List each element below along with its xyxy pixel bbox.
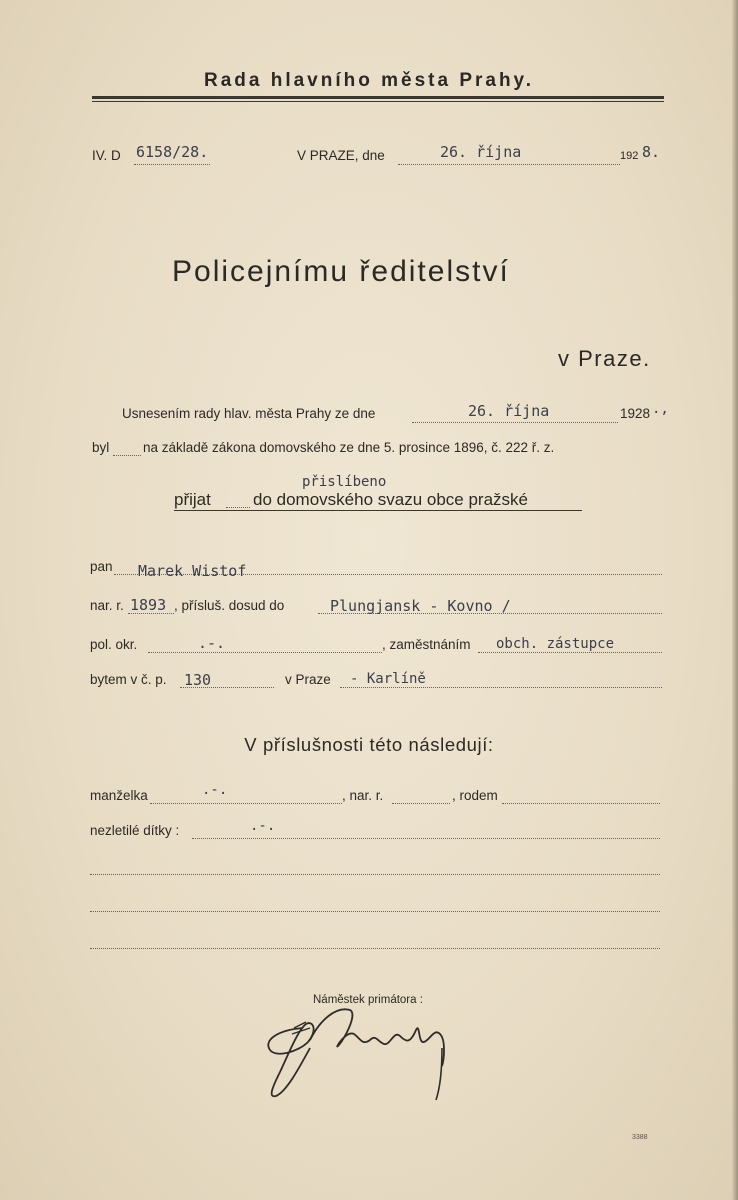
wife-line bbox=[150, 803, 342, 804]
council-title: Rada hlavního města Prahy. bbox=[203, 70, 534, 91]
form-number: 3388 bbox=[632, 1134, 648, 1141]
paper-edge bbox=[732, 0, 738, 1200]
birth-label: nar. r. bbox=[90, 598, 124, 613]
dependents-heading: V příslušnosti této následují: bbox=[244, 734, 494, 755]
header-rule-thick bbox=[92, 96, 664, 99]
union-underline bbox=[174, 510, 582, 511]
signature-mark bbox=[258, 1000, 468, 1110]
wife-label: manželka bbox=[90, 788, 148, 803]
district-line bbox=[148, 652, 382, 653]
wife-birth-label: , nar. r. bbox=[342, 788, 384, 803]
reference-prefix: IV. D bbox=[92, 148, 121, 163]
district-value: .-. bbox=[198, 634, 226, 652]
person-name: Marek Wistof bbox=[138, 562, 247, 580]
resolution-year: 1928 bbox=[620, 406, 651, 421]
belonging-value: Plungjansk - Kovno / bbox=[330, 597, 511, 615]
pan-label: pan bbox=[90, 559, 113, 574]
place-label: V PRAZE, dne bbox=[297, 148, 385, 163]
reference-number: 6158/28. bbox=[136, 143, 209, 161]
occupation-line bbox=[478, 652, 662, 653]
occupation-label: , zaměstnáním bbox=[382, 637, 471, 652]
law-text: na základě zákona domovského ze dne 5. prosince 1896, č. 222 ř. z. bbox=[143, 440, 555, 455]
addressee-title: Policejnímu ředitelství bbox=[172, 255, 510, 288]
children-value: .-. bbox=[250, 818, 276, 834]
blank-line-1 bbox=[90, 874, 660, 875]
resolution-year-end: ., bbox=[652, 401, 669, 417]
birth-year: 1893 bbox=[130, 596, 167, 614]
wife-value: .-. bbox=[202, 782, 228, 798]
residence-city-line bbox=[340, 687, 662, 688]
residence-label: bytem v č. p. bbox=[90, 672, 167, 687]
occupation-value: obch. zástupce bbox=[496, 636, 615, 652]
residence-number: 130 bbox=[184, 671, 212, 689]
year-prefix: 192 bbox=[620, 150, 639, 162]
accepted-line bbox=[226, 507, 250, 508]
signature-label: Náměstek primátora : bbox=[313, 994, 423, 1006]
wife-origin-label: , rodem bbox=[452, 788, 498, 803]
blank-line-3 bbox=[90, 948, 660, 949]
resolution-date-line bbox=[412, 422, 618, 423]
district-label: pol. okr. bbox=[90, 637, 138, 652]
resolution-date: 26. října bbox=[468, 402, 550, 420]
children-label: nezletilé dítky : bbox=[90, 823, 180, 838]
wife-birth-line bbox=[392, 803, 450, 804]
reference-number-line bbox=[134, 164, 210, 165]
resolution-text: Usnesením rady hlav. města Prahy ze dne bbox=[122, 406, 376, 421]
byl-line bbox=[113, 455, 141, 456]
residence-city-value: - Karlíně bbox=[350, 671, 426, 687]
union-text: do domovského svazu obce pražské bbox=[253, 490, 528, 509]
date-line bbox=[398, 164, 620, 165]
blank-line-2 bbox=[90, 911, 660, 912]
year-suffix: 8. bbox=[642, 143, 661, 161]
byl-label: byl bbox=[92, 440, 110, 455]
wife-origin-line bbox=[502, 803, 660, 804]
belonging-label: , přísluš. dosud do bbox=[174, 598, 285, 613]
handwritten-insert: přislíbeno bbox=[302, 474, 387, 490]
accepted-word: přijat bbox=[174, 490, 211, 509]
children-line bbox=[192, 838, 660, 839]
header-rule-thin bbox=[92, 101, 664, 102]
addressee-city: v Praze. bbox=[558, 346, 651, 371]
residence-city-label: v Praze bbox=[285, 672, 331, 687]
reference-date: 26. října bbox=[440, 143, 522, 161]
